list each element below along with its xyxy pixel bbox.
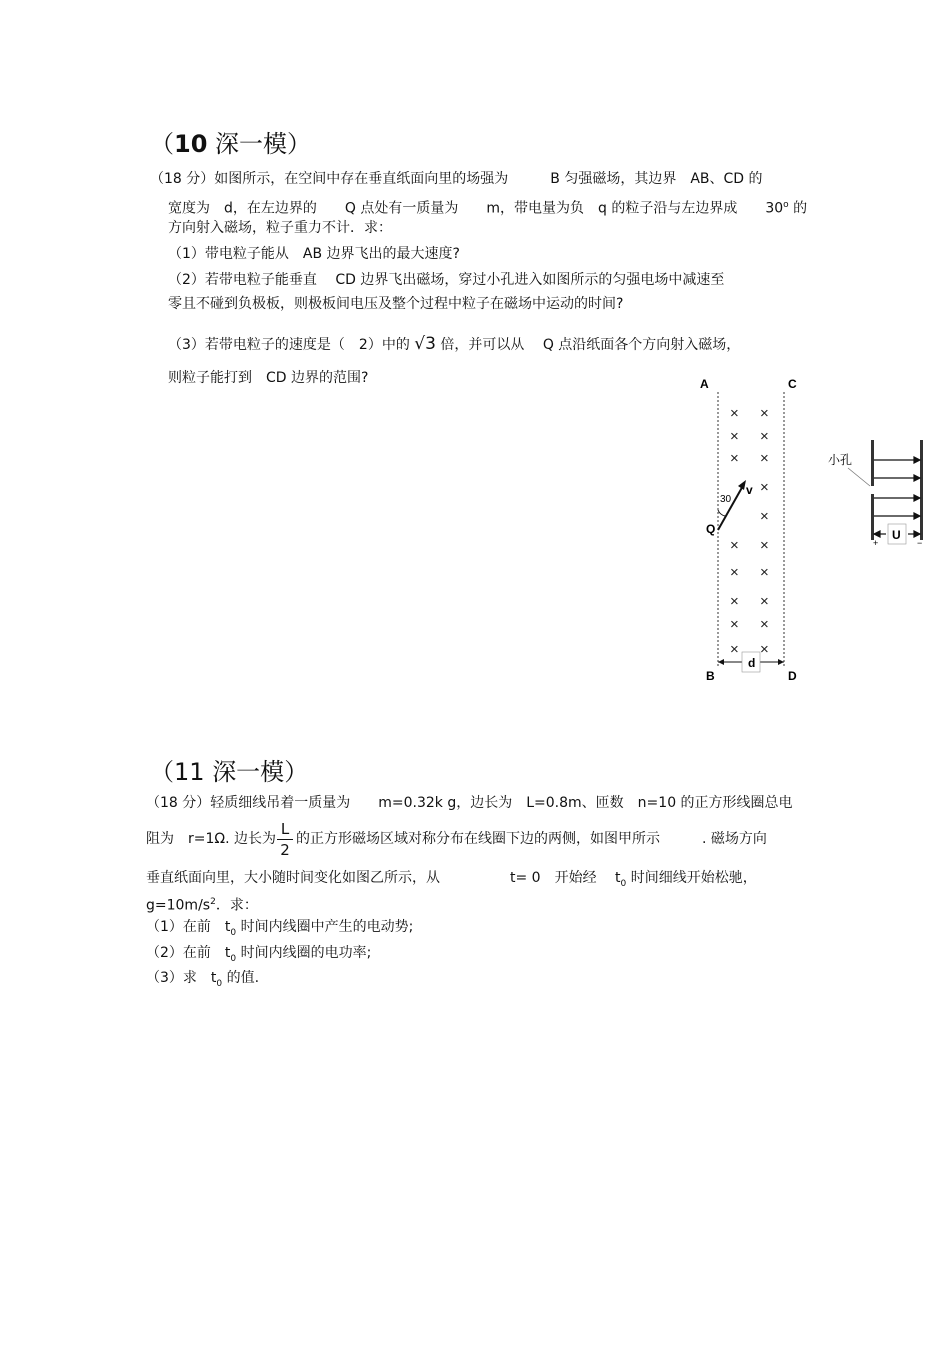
q11-title: （11 深一模）	[150, 758, 309, 786]
fraction-numerator: L	[280, 820, 290, 838]
cross: ×	[760, 428, 769, 445]
label-A: A	[700, 377, 709, 391]
cross: ×	[730, 537, 739, 554]
q10-title-text: 深一模	[215, 130, 288, 158]
q10-part2a: （2）若带电粒子能垂直 CD 边界飞出磁场，穿过小孔进入如图所示的匀强电场中减速至	[168, 272, 725, 288]
cross: ×	[760, 450, 769, 467]
cross: ×	[730, 641, 739, 658]
q11-title-number: 11	[174, 758, 205, 786]
magnetic-field-figure	[690, 370, 810, 690]
cross: ×	[760, 405, 769, 422]
q10-part2b: 零且不碰到负极板，则极板间电压及整个过程中粒子在磁场中运动的时间?	[168, 296, 624, 312]
negative-plate	[920, 440, 923, 540]
plus-sign: +	[873, 538, 879, 548]
fraction-denominator: 2	[280, 841, 290, 859]
label-v: v	[746, 483, 753, 497]
angle-arc	[718, 510, 725, 516]
cross: ×	[760, 616, 769, 633]
q11-line4: $g=10m/s^2$．求：	[146, 897, 258, 914]
q11-part2: （2）在前 $t_0$ 时间内线圈的电功率;	[146, 945, 372, 964]
q11-title-text: 深一模	[212, 758, 285, 786]
q11-line2b: 的正方形磁场区域对称分布在线圈下边的两侧，如图甲所示 . 磁场方向	[296, 831, 767, 847]
q10-line1: （18 分）如图所示，在空间中存在垂直纸面向里的场强为 B 匀强磁场，其边界 AB、CD 的	[150, 171, 763, 187]
velocity-arrow	[718, 484, 744, 530]
cross: ×	[730, 593, 739, 610]
q10-part3a: （3）若带电粒子的速度是（ 2）中的 √3 倍，并可以从 Q 点沿纸面各个方向射入磁场，	[168, 334, 741, 354]
angle-label: 30	[720, 494, 732, 505]
minus-sign: −	[917, 538, 923, 548]
q11-part3: （3）求 $t_0$ 的值.	[146, 970, 260, 989]
cross: ×	[760, 508, 769, 525]
q11-line2a: 阻为 r=1Ω. 边长为	[146, 831, 276, 847]
velocity-arrowhead	[738, 480, 746, 490]
q10-line2: 宽度为 d，在左边界的 Q 点处有一质量为 m，带电量为负 q 的粒子沿与左边界成 30$^o$ 的	[168, 200, 808, 217]
positive-plate-upper	[871, 440, 874, 486]
cross: ×	[730, 405, 739, 422]
fraction-L-over-2	[277, 820, 293, 859]
electric-field-figure	[826, 436, 930, 548]
q10-title: （10 深一模）	[150, 130, 312, 158]
cross: ×	[730, 564, 739, 581]
label-C: C	[788, 377, 797, 391]
label-D: D	[788, 669, 797, 683]
label-B: B	[706, 669, 715, 683]
voltage-label: U	[892, 528, 901, 542]
positive-plate-lower	[871, 494, 874, 540]
cross: ×	[760, 479, 769, 496]
q11-line3: 垂直纸面向里，大小随时间变化如图乙所示，从 t= 0 开始经 $t_0$ 时间细线开始松驰，	[146, 870, 757, 889]
cross: ×	[760, 537, 769, 554]
q10-title-number: 10	[174, 130, 208, 158]
q11-line1: （18 分）轻质细线吊着一质量为 m=0.32k g，边长为 L=0.8m、匝数 n=10 的正方形线圈总电	[146, 795, 793, 811]
cross: ×	[760, 641, 769, 658]
sqrt3: √3	[414, 334, 436, 354]
cross: ×	[730, 616, 739, 633]
q10-part1: （1）带电粒子能从 AB 边界飞出的最大速度?	[168, 246, 460, 262]
q10-line3: 方向射入磁场，粒子重力不计．求：	[168, 220, 392, 236]
q10-part3c: 则粒子能打到 CD 边界的范围?	[168, 370, 369, 386]
field-crosses	[730, 405, 769, 658]
cross: ×	[760, 564, 769, 581]
q11-part1: （1）在前 $t_0$ 时间内线圈中产生的电动势;	[146, 919, 414, 938]
hole-label: 小孔	[828, 453, 853, 467]
cross: ×	[730, 428, 739, 445]
label-Q: Q	[706, 522, 716, 536]
cross: ×	[760, 593, 769, 610]
cross: ×	[730, 450, 739, 467]
label-d: d	[748, 656, 756, 670]
